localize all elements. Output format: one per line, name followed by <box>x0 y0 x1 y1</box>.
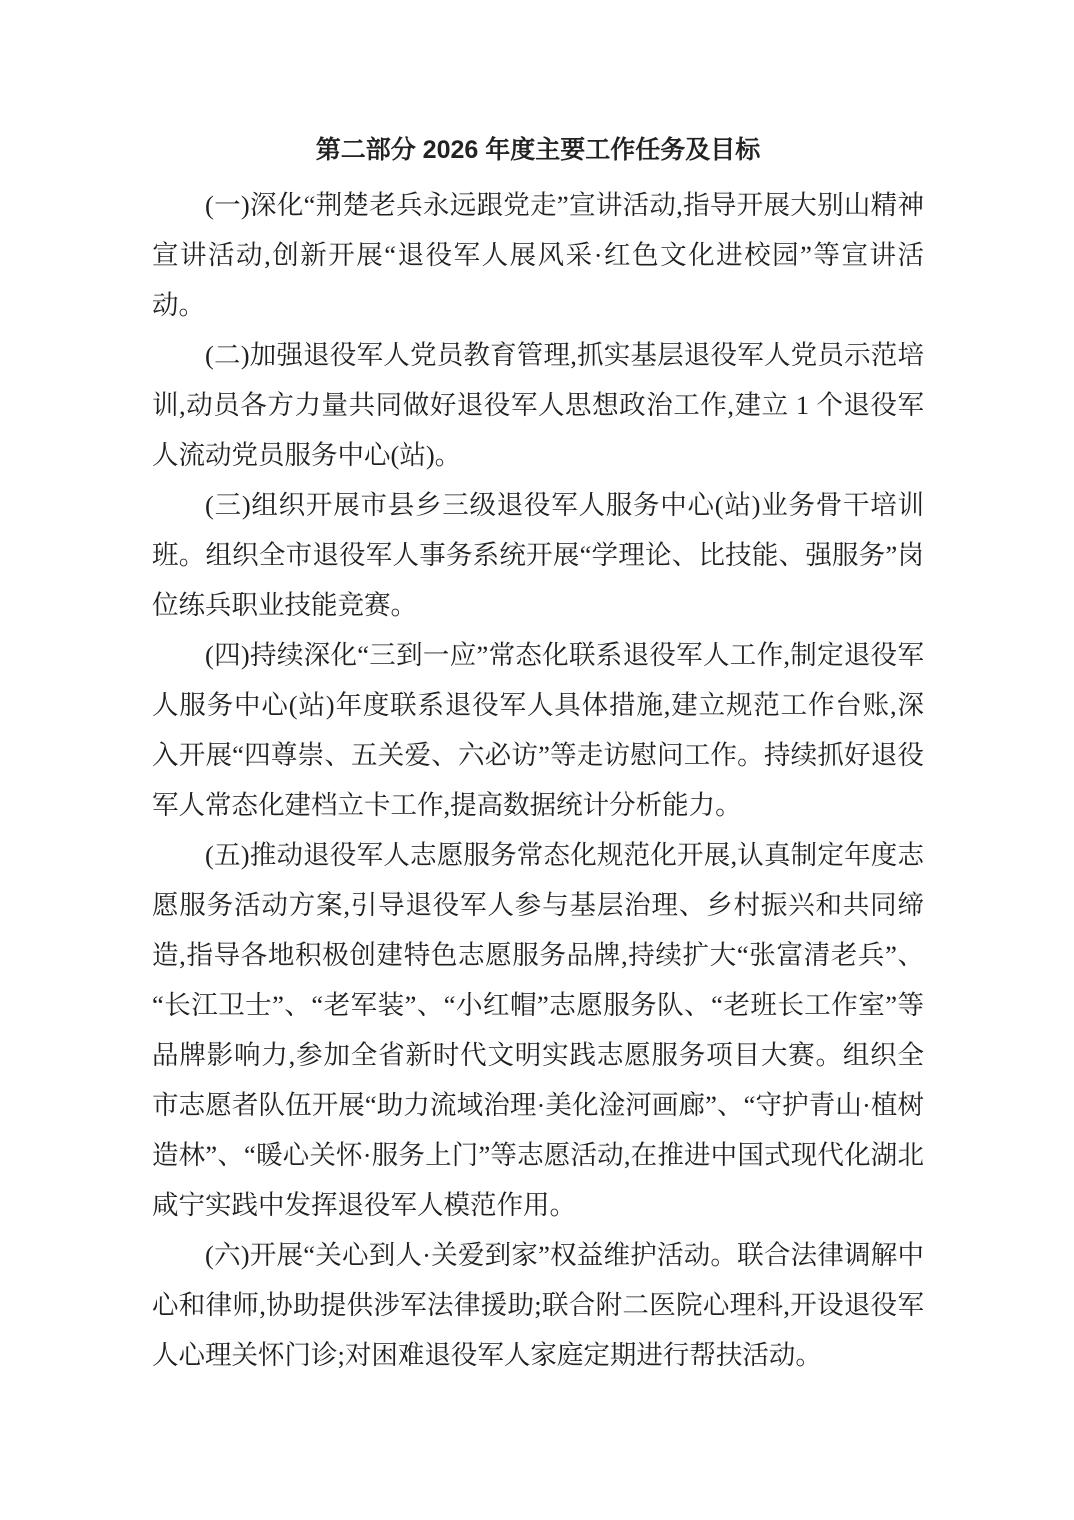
paragraph-2-party-member-education: (二)加强退役军人党员教育管理,抓实基层退役军人党员示范培训,动员各方力量共同做好退役军人思想政治工作,建立 1 个退役军人流动党员服务中心(站)。 <box>152 340 924 470</box>
paragraph-3-service-center-training: (三)组织开展市县乡三级退役军人服务中心(站)业务骨干培训班。组织全市退役军人事务系统开展“学理论、比技能、强服务”岗位练兵职业技能竞赛。 <box>152 490 924 620</box>
paragraph-4-contact-veterans-work: (四)持续深化“三到一应”常态化联系退役军人工作,制定退役军人服务中心(站)年度联系退役军人具体措施,建立规范工作台账,深入开展“四尊崇、五关爱、六必访”等走访慰问工作。持续抓好退役军人常态化建档立卡工作,提高数据统计分析能力。 <box>152 640 924 820</box>
document-title: 第二部分 2026 年度主要工作任务及目标 <box>315 136 761 164</box>
paragraph-6-rights-protection: (六)开展“关心到人·关爱到家”权益维护活动。联合法律调解中心和律师,协助提供涉军法律援助;联合附二医院心理科,开设退役军人心理关怀门诊;对困难退役军人家庭定期进行帮扶活动。 <box>152 1240 924 1370</box>
document-body <box>152 180 924 1380</box>
paragraph-5-volunteer-service: (五)推动退役军人志愿服务常态化规范化开展,认真制定年度志愿服务活动方案,引导退役军人参与基层治理、乡村振兴和共同缔造,指导各地积极创建特色志愿服务品牌,持续扩大“张富清老兵”、“长江卫士”、“老军装”、“小红帽”志愿服务队、“老班长工作室”等品牌影响力,参加全省新时代文明实践志愿服务项目大赛。组织全市志愿者队伍开展“助力流域治理·美化淦河画廊”、“守护青山·植树造林”、“暖心关怀·服务上门”等志愿活动,在推进中国式现代化湖北咸宁实践中发挥退役军人模范作用。 <box>152 840 924 1220</box>
paragraph-1-propaganda-activities: (一)深化“荆楚老兵永远跟党走”宣讲活动,指导开展大别山精神宣讲活动,创新开展“退役军人展风采·红色文化进校园”等宣讲活动。 <box>152 190 924 320</box>
